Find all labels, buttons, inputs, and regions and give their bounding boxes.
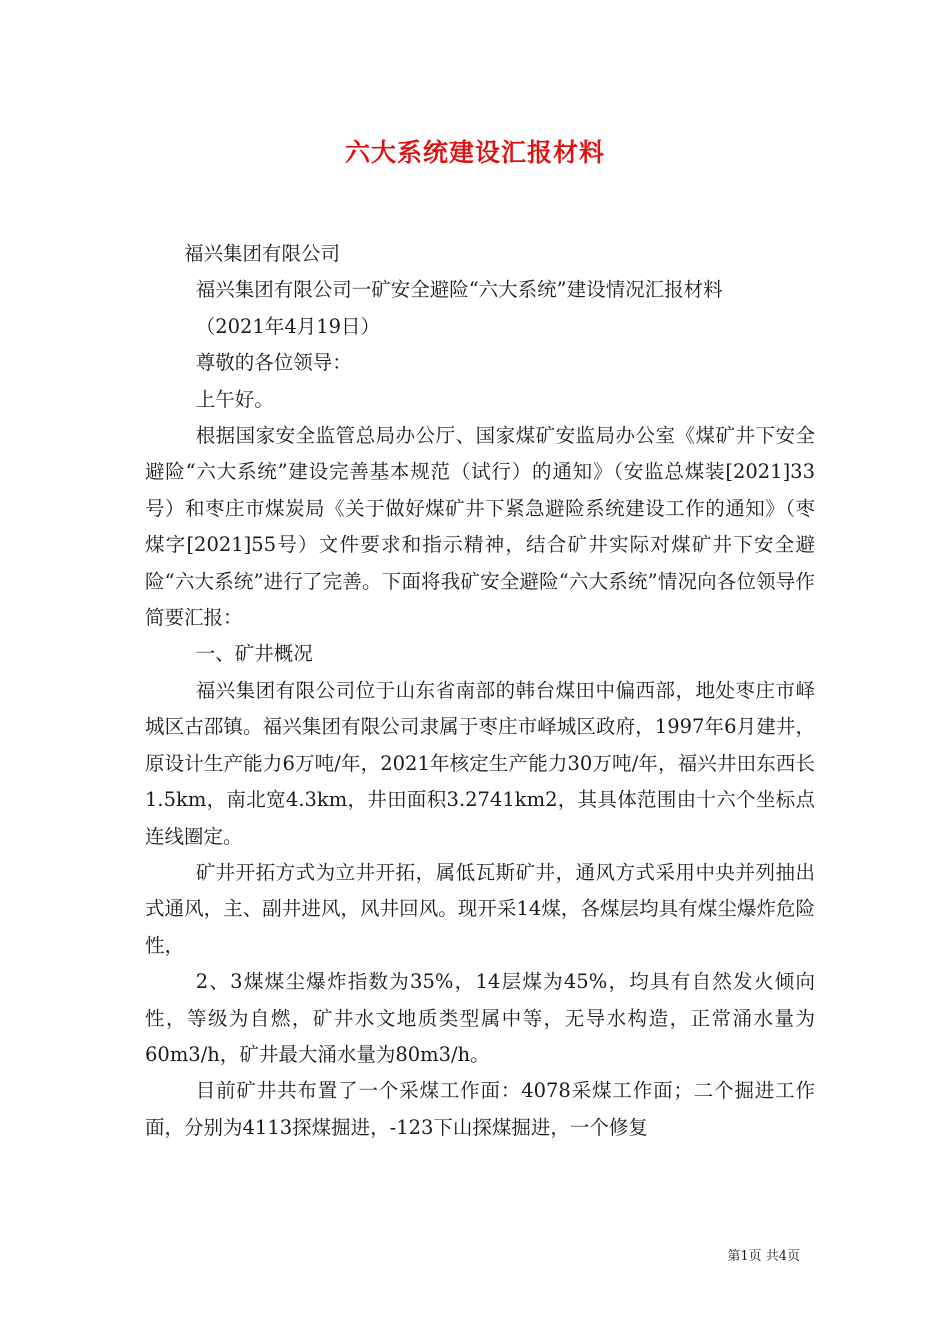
paragraph-development-method: 矿井开拓方式为立井开拓，属低瓦斯矿井，通风方式采用中央并列抽出式通风，主、副井进风，风井回风。现开采14煤，各煤层均具有煤尘爆炸危险性， bbox=[145, 860, 815, 957]
salutation: 尊敬的各位领导： bbox=[195, 351, 352, 375]
greeting: 上午好。 bbox=[195, 387, 274, 411]
document-title: 六大系统建设汇报材料 bbox=[344, 138, 605, 167]
paragraph-mine-location: 福兴集团有限公司位于山东省南部的韩台煤田中偏西部，地处枣庄市峄城区古邵镇。福兴集团有限公司隶属于枣庄市峄城区政府，1997年6月建井，原设计生产能力6万吨/年，2021年核定生产能力30万吨/年，福兴井田东西长1.5km，南北宽4.3km，井田面积3.2741km2，其具体范围由十六个坐标点连线圈定。 bbox=[145, 678, 815, 848]
document-body bbox=[145, 236, 815, 1146]
paragraph-coal-dust: 2、3煤煤尘爆炸指数为35%，14层煤为45%，均具有自然发火倾向性，等级为自燃，矿井水文地质类型属中等，无导水构造，正常涌水量为60m3/h，矿井最大涌水量为80m3/h。 bbox=[145, 970, 815, 1066]
report-subtitle: 福兴集团有限公司一矿安全避险“六大系统”建设情况汇报材料 bbox=[195, 278, 723, 302]
page-number: 第1页 共4页 bbox=[727, 1249, 800, 1264]
paragraph-introduction: 根据国家安全监管总局办公厅、国家煤矿安监局办公室《煤矿井下安全避险“六大系统”建设完善基本规范（试行）的通知》（安监总煤装[2021]33号）和枣庄市煤炭局《关于做好煤矿井下紧急避险系统建设工作的通知》（枣煤字[2021]55号）文件要求和指示精神，结合矿井实际对煤矿井下安全避险“六大系统”进行了完善。下面将我矿安全避险“六大系统”情况向各位领导作简要汇报： bbox=[145, 424, 815, 630]
paragraph-working-faces: 目前矿井共布置了一个采煤工作面：4078采煤工作面；二个掘进工作面，分别为4113探煤掘进，-123下山探煤掘进，一个修复 bbox=[145, 1079, 815, 1139]
company-name-line: 福兴集团有限公司 bbox=[184, 242, 341, 265]
report-date: （2021年4月19日） bbox=[195, 314, 381, 338]
section-heading-mine-overview: 一、矿井概况 bbox=[195, 642, 313, 666]
